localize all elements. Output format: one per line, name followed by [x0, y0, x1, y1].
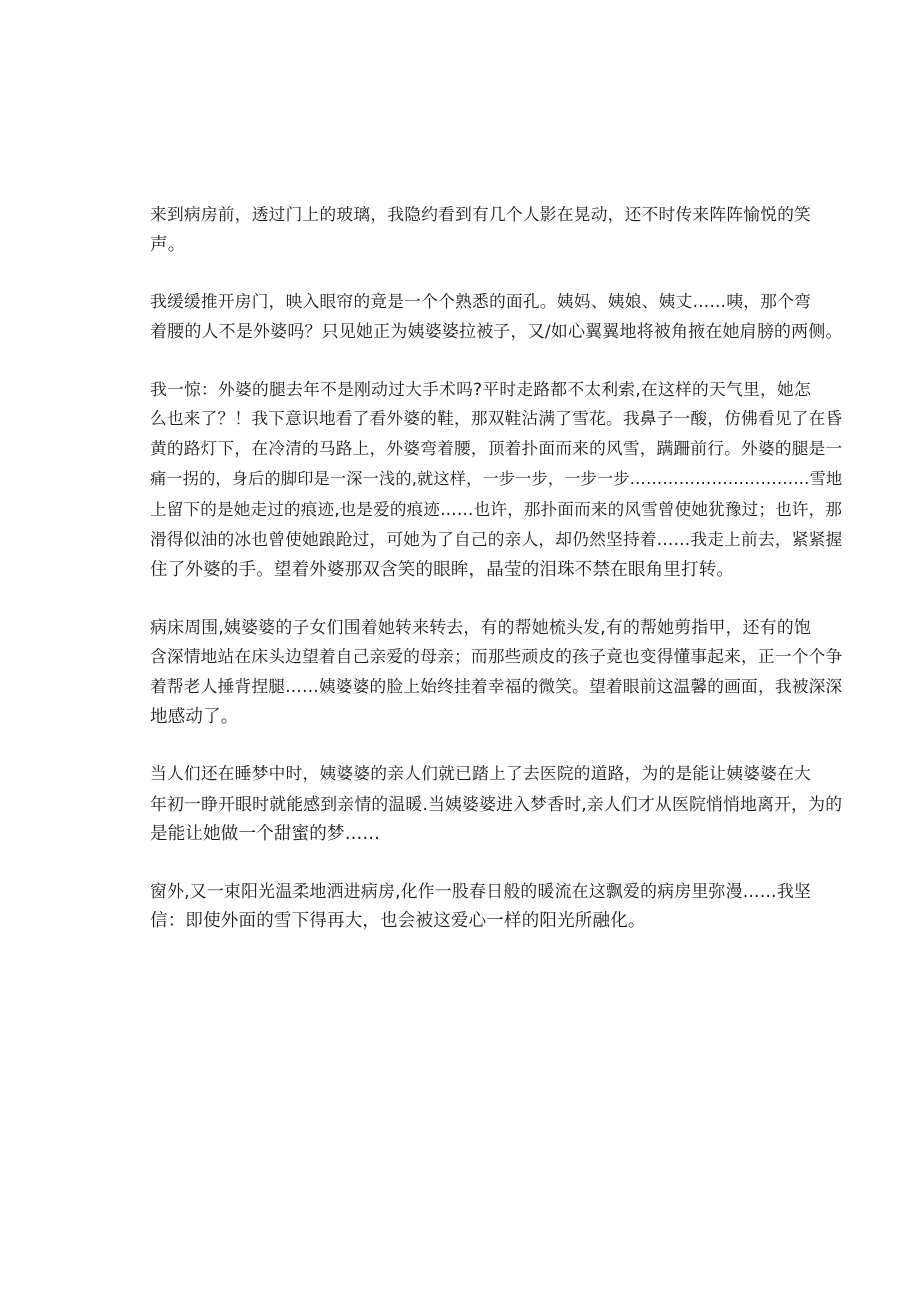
text-line: 病床周围,姨婆婆的子女们围着她转来转去，有的帮她梳头发,有的帮她剪指甲，还有的饱: [150, 616, 811, 637]
paragraph-6: [115, 876, 811, 936]
paragraph-5: [115, 759, 843, 850]
text-line: 当人们还在睡梦中时，姨婆婆的亲人们就已踏上了去医院的道路，为的是能让姨婆婆在大: [150, 764, 811, 784]
paragraph-3: [115, 374, 843, 585]
text-line: 着腰的人不是外婆吗？只见她正为姨婆婆拉被子，又/如心翼翼地将被角掖在她肩膀的两侧。: [150, 322, 843, 343]
text-line: 么也来了？！我下意识地看了看外婆的鞋，那双鞋沾满了雪花。我鼻子一酸，仿佛看见了在昏: [150, 409, 843, 429]
text-line: 我一惊：外婆的腿去年不是刚动过大手术吗?平时走路都不太利索,在这样的天气里，她怎: [150, 378, 811, 399]
text-line: 地感动了。: [150, 707, 239, 728]
document-body: [115, 200, 843, 963]
text-line: 住了外婆的手。望着外婆那双含笑的眼眸，晶莹的泪珠不禁在眼角里打转。: [150, 560, 735, 581]
text-line: 信：即使外面的雪下得再大，也会被这爱心一样的阳光所融化。: [150, 911, 646, 932]
text-line: 上留下的是她走过的痕迹,也是爱的痕迹……也许，那扑面而来的风雪曾使她犹豫过；也许，那: [150, 499, 843, 519]
paragraph-1: [115, 200, 811, 260]
text-line: 痛一拐的，身后的脚印是一深一浅的,就这样，一步一步，一步一步……………………………雪地: [150, 469, 843, 489]
text-line: 年初一睁开眼时就能感到亲情的温暖.当姨婆婆进入梦香时,亲人们才从医院悄悄地离开，为的: [150, 794, 843, 815]
text-line: 滑得似油的冰也曾使她踉跄过，可她为了自己的亲人，却仍然坚持着……我走上前去，紧紧握: [150, 529, 843, 549]
text-line: 声。: [150, 235, 186, 256]
text-line: 窗外,又一束阳光温柔地洒进病房,化作一股春日般的暖流在这飘爱的病房里弥漫……我坚: [150, 881, 811, 902]
paragraph-4: [115, 612, 843, 733]
text-line: 我缓缓推开房门，映入眼帘的竟是一个个熟悉的面孔。姨妈、姨娘、姨丈……咦，那个弯: [150, 291, 811, 311]
text-line: 黄的路灯下，在冷清的马路上，外婆弯着腰，顶着扑面而来的风雪，蹒跚前行。外婆的腿是一: [150, 439, 843, 459]
paragraph-2: [115, 287, 843, 347]
text-line: 含深情地站在床头边望着自己亲爱的母亲；而那些顽皮的孩子竟也变得懂事起来，正一个个争: [150, 646, 843, 666]
text-line: 来到病房前，透过门上的玻璃，我隐约看到有几个人影在晃动，还不时传来阵阵愉悦的笑: [150, 205, 811, 224]
text-line: 着帮老人捶背捏腿……姨婆婆的脸上始终挂着幸福的微笑。望着眼前这温馨的画面，我被深深: [150, 677, 843, 697]
text-line: 是能让她做一个甜蜜的梦……: [150, 824, 381, 845]
